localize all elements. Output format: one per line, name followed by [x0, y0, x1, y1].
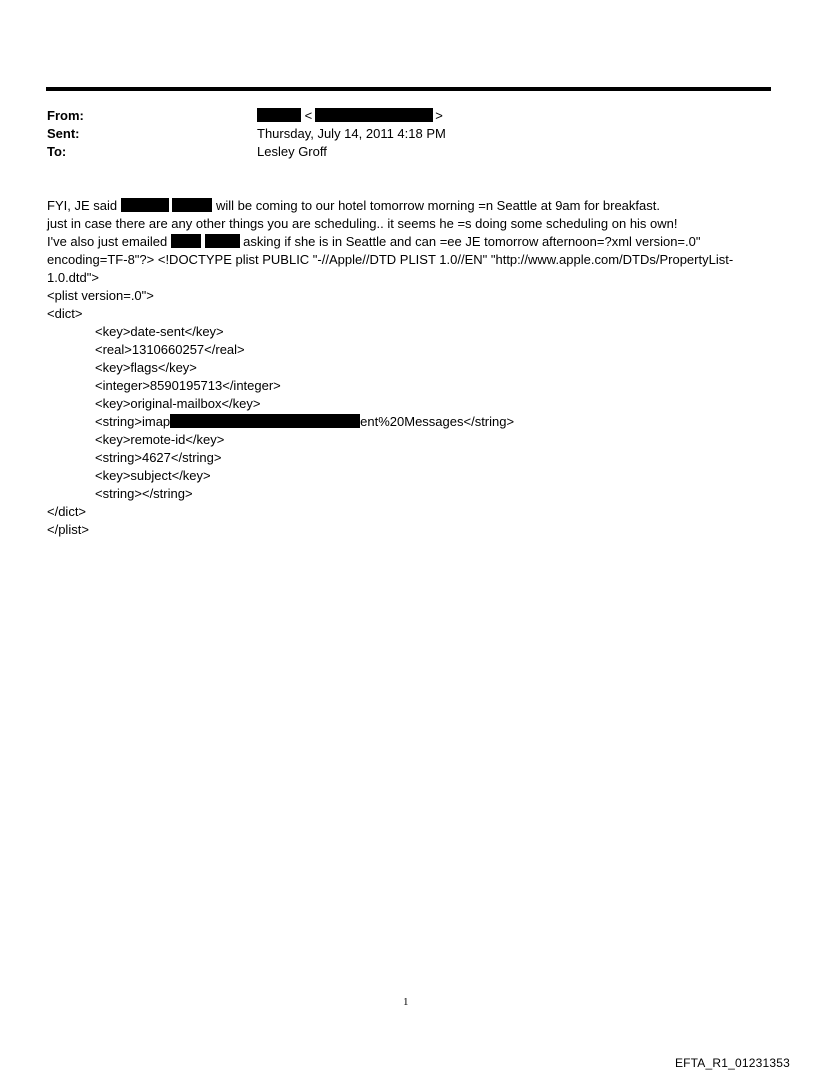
body-line: <real>1310660257</real> [95, 342, 245, 357]
redaction-block [171, 234, 201, 248]
body-text: <string>imap [95, 414, 171, 429]
sent-value: Thursday, July 14, 2011 4:18 PM [257, 126, 446, 141]
sent-label: Sent: [47, 126, 80, 141]
body-text: ent%20Messages</string> [360, 414, 515, 429]
body-line: encoding=TF-8"?> <!DOCTYPE plist PUBLIC "-//Apple//DTD PLIST 1.0//EN" "http://www.apple.com/DTDs/PropertyList- [47, 252, 734, 267]
header-rule [46, 87, 771, 91]
body-line: just in case there are any other things you are scheduling.. it seems he =s doing some scheduling on his own! [47, 216, 678, 231]
body-line: <plist version=.0"> [47, 288, 154, 303]
body-line: <key>date-sent</key> [95, 324, 224, 339]
redaction-block [170, 414, 360, 428]
body-line: <key>subject</key> [95, 468, 211, 483]
body-line: <integer>8590195713</integer> [95, 378, 281, 393]
redaction-block [205, 234, 240, 248]
body-line: </dict> [47, 504, 87, 519]
body-line [47, 197, 777, 215]
redaction-block [121, 198, 169, 212]
body-text: will be coming to our hotel tomorrow morning =n Seattle at 9am for breakfast. [215, 198, 660, 213]
body-line: <key>flags</key> [95, 360, 197, 375]
body-line: 1.0.dtd"> [47, 270, 99, 285]
body-line: <key>remote-id</key> [95, 432, 225, 447]
to-value: Lesley Groff [257, 144, 327, 159]
from-close-bracket: > [435, 108, 443, 123]
page-number: 1 [403, 996, 409, 1008]
redaction-block [315, 108, 433, 122]
to-label: To: [47, 144, 67, 159]
redaction-block [257, 108, 301, 122]
body-line [47, 413, 777, 431]
redaction-block [172, 198, 212, 212]
body-line [47, 233, 777, 251]
email-body [47, 197, 777, 539]
body-text: I've also just emailed [47, 234, 168, 249]
body-text: asking if she is in Seattle and can =ee JE tomorrow afternoon=?xml version=.0" [243, 234, 701, 249]
body-line: <string></string> [95, 486, 193, 501]
body-line: <string>4627</string> [95, 450, 222, 465]
body-line: </plist> [47, 522, 89, 537]
from-label: From: [47, 108, 84, 123]
body-text: FYI, JE said [47, 198, 118, 213]
document-id: EFTA_R1_01231353 [674, 1056, 790, 1070]
body-line: <key>original-mailbox</key> [95, 396, 261, 411]
body-line: <dict> [47, 306, 83, 321]
from-value [257, 107, 443, 125]
from-open-bracket: < [304, 108, 313, 123]
